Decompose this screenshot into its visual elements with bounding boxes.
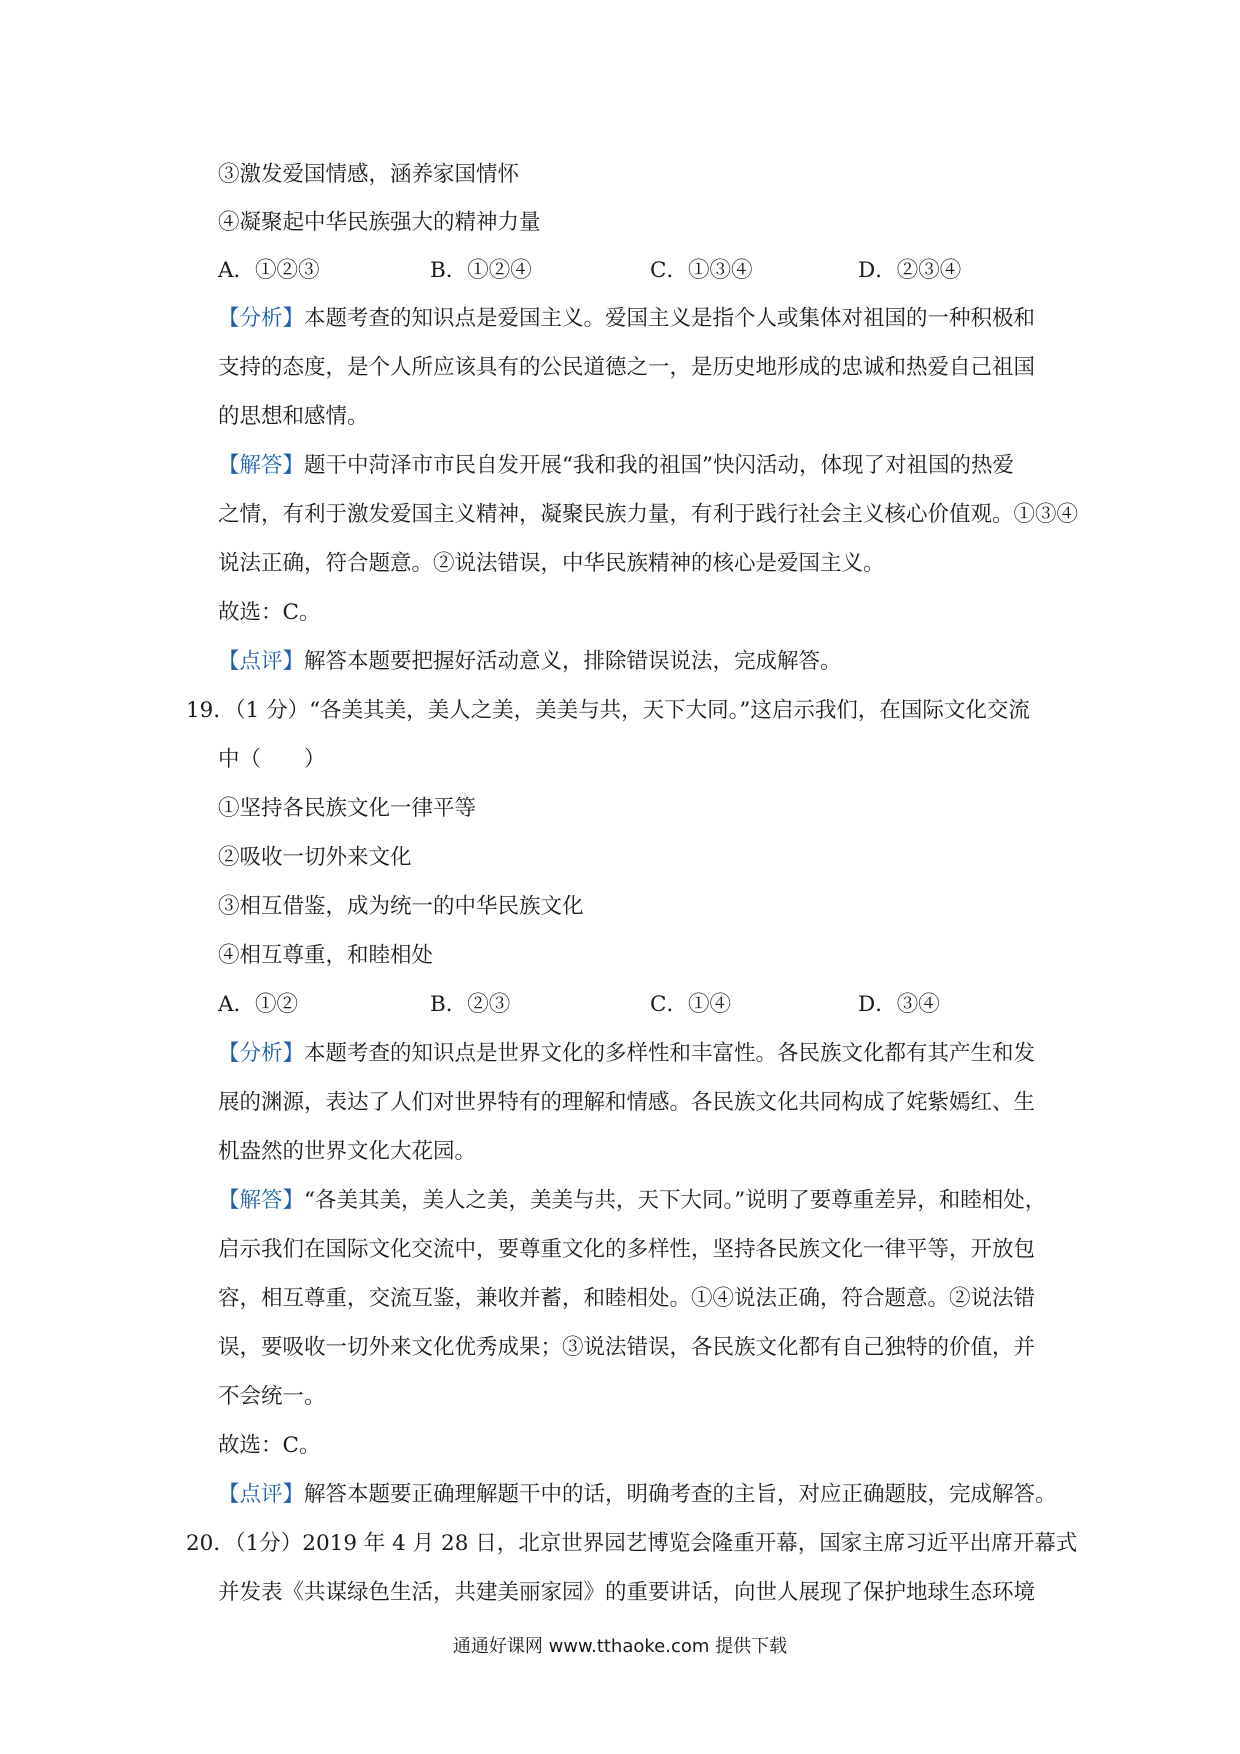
q19-option-2: ②吸收一切外来文化 — [218, 845, 412, 870]
q19-choice-c: C．①④ — [650, 992, 731, 1017]
q19-answer-line-1 — [218, 1186, 1046, 1216]
q18-comment — [218, 647, 842, 677]
q19-answer-line-5: 不会统一。 — [218, 1384, 326, 1409]
q18-answer-line-3: 说法正确，符合题意。②说法错误，中华民族精神的核心是爱国主义。 — [218, 551, 885, 576]
q18-selected: 故选：C。 — [218, 600, 321, 625]
q18-analysis-line-3: 的思想和感情。 — [218, 404, 369, 429]
q19-analysis-line-1 — [218, 1039, 1035, 1069]
q18-choice-d: D．②③④ — [858, 258, 962, 283]
q19-answer-line-4: 误，要吸收一切外来文化优秀成果；③说法错误，各民族文化都有自己独特的价值，并 — [218, 1335, 1036, 1360]
answer-text: 题干中菏泽市市民自发开展“我和我的祖国”快闪活动，体现了对祖国的热爱 — [304, 453, 1015, 478]
q19-choice-d: D．③④ — [858, 992, 940, 1017]
q18-choice-a: A．①②③ — [218, 258, 320, 283]
q18-choice-c: C．①③④ — [650, 258, 753, 283]
comment-text: 解答本题要把握好活动意义，排除错误说法，完成解答。 — [304, 649, 842, 674]
answer-tag: 【解答】 — [218, 453, 305, 478]
analysis-text: 本题考查的知识点是世界文化的多样性和丰富性。各民族文化都有其产生和发 — [304, 1041, 1036, 1066]
q18-analysis-line-1 — [218, 304, 1035, 334]
answer-text: “各美其美，美人之美，美美与共，天下大同。”说明了要尊重差异，和睦相处， — [304, 1188, 1047, 1213]
q19-analysis-line-2: 展的渊源，表达了人们对世界特有的理解和情感。各民族文化共同构成了姹紫嫣红、生 — [218, 1090, 1036, 1115]
q19-analysis-line-3: 机盎然的世界文化大花园。 — [218, 1139, 477, 1164]
analysis-tag: 【分析】 — [218, 306, 305, 331]
q20-stem-line-1: 20．（1分）2019 年 4 月 28 日，北京世界园艺博览会隆重开幕，国家主席习近平出席开幕式 — [186, 1531, 1078, 1556]
q19-option-1: ①坚持各民族文化一律平等 — [218, 796, 477, 821]
q19-option-4: ④相互尊重，和睦相处 — [218, 943, 434, 968]
q18-option-4: ④凝聚起中华民族强大的精神力量 — [218, 210, 541, 235]
page-footer: 通通好课网 www.tthaoke.com 提供下载 — [452, 1636, 788, 1657]
q19-answer-line-3: 容，相互尊重，交流互鉴，兼收并蓄，和睦相处。①④说法正确，符合题意。②说法错 — [218, 1286, 1036, 1311]
comment-tag: 【点评】 — [218, 1482, 305, 1507]
q19-choice-b: B．②③ — [430, 992, 511, 1017]
analysis-tag: 【分析】 — [218, 1041, 305, 1066]
q19-comment — [218, 1480, 1057, 1510]
q20-stem-line-2: 并发表《共谋绿色生活，共建美丽家园》的重要讲话，向世人展现了保护地球生态环境 — [218, 1580, 1036, 1605]
q19-option-3: ③相互借鉴，成为统一的中华民族文化 — [218, 894, 584, 919]
q19-answer-line-2: 启示我们在国际文化交流中，要尊重文化的多样性，坚持各民族文化一律平等，开放包 — [218, 1237, 1036, 1262]
q18-answer-line-1 — [218, 451, 1014, 481]
q19-stem-line-1: 19．（1 分）“各美其美，美人之美，美美与共，天下大同。”这启示我们，在国际文化交流 — [186, 698, 1030, 723]
q18-analysis-line-2: 支持的态度，是个人所应该具有的公民道德之一，是历史地形成的忠诚和热爱自己祖国 — [218, 355, 1036, 380]
q19-choice-a: A．①② — [218, 992, 299, 1017]
q18-choice-b: B．①②④ — [430, 258, 532, 283]
comment-tag: 【点评】 — [218, 649, 305, 674]
q19-selected: 故选：C。 — [218, 1433, 321, 1458]
comment-text: 解答本题要正确理解题干中的话，明确考查的主旨，对应正确题肢，完成解答。 — [304, 1482, 1057, 1507]
answer-tag: 【解答】 — [218, 1188, 305, 1213]
q18-option-3: ③激发爱国情感，涵养家国情怀 — [218, 162, 520, 187]
q18-answer-line-2: 之情，有利于激发爱国主义精神，凝聚民族力量，有利于践行社会主义核心价值观。①③④ — [218, 502, 1079, 527]
analysis-text: 本题考查的知识点是爱国主义。爱国主义是指个人或集体对祖国的一种积极和 — [304, 306, 1036, 331]
q19-stem-line-2: 中（ ） — [218, 747, 326, 772]
